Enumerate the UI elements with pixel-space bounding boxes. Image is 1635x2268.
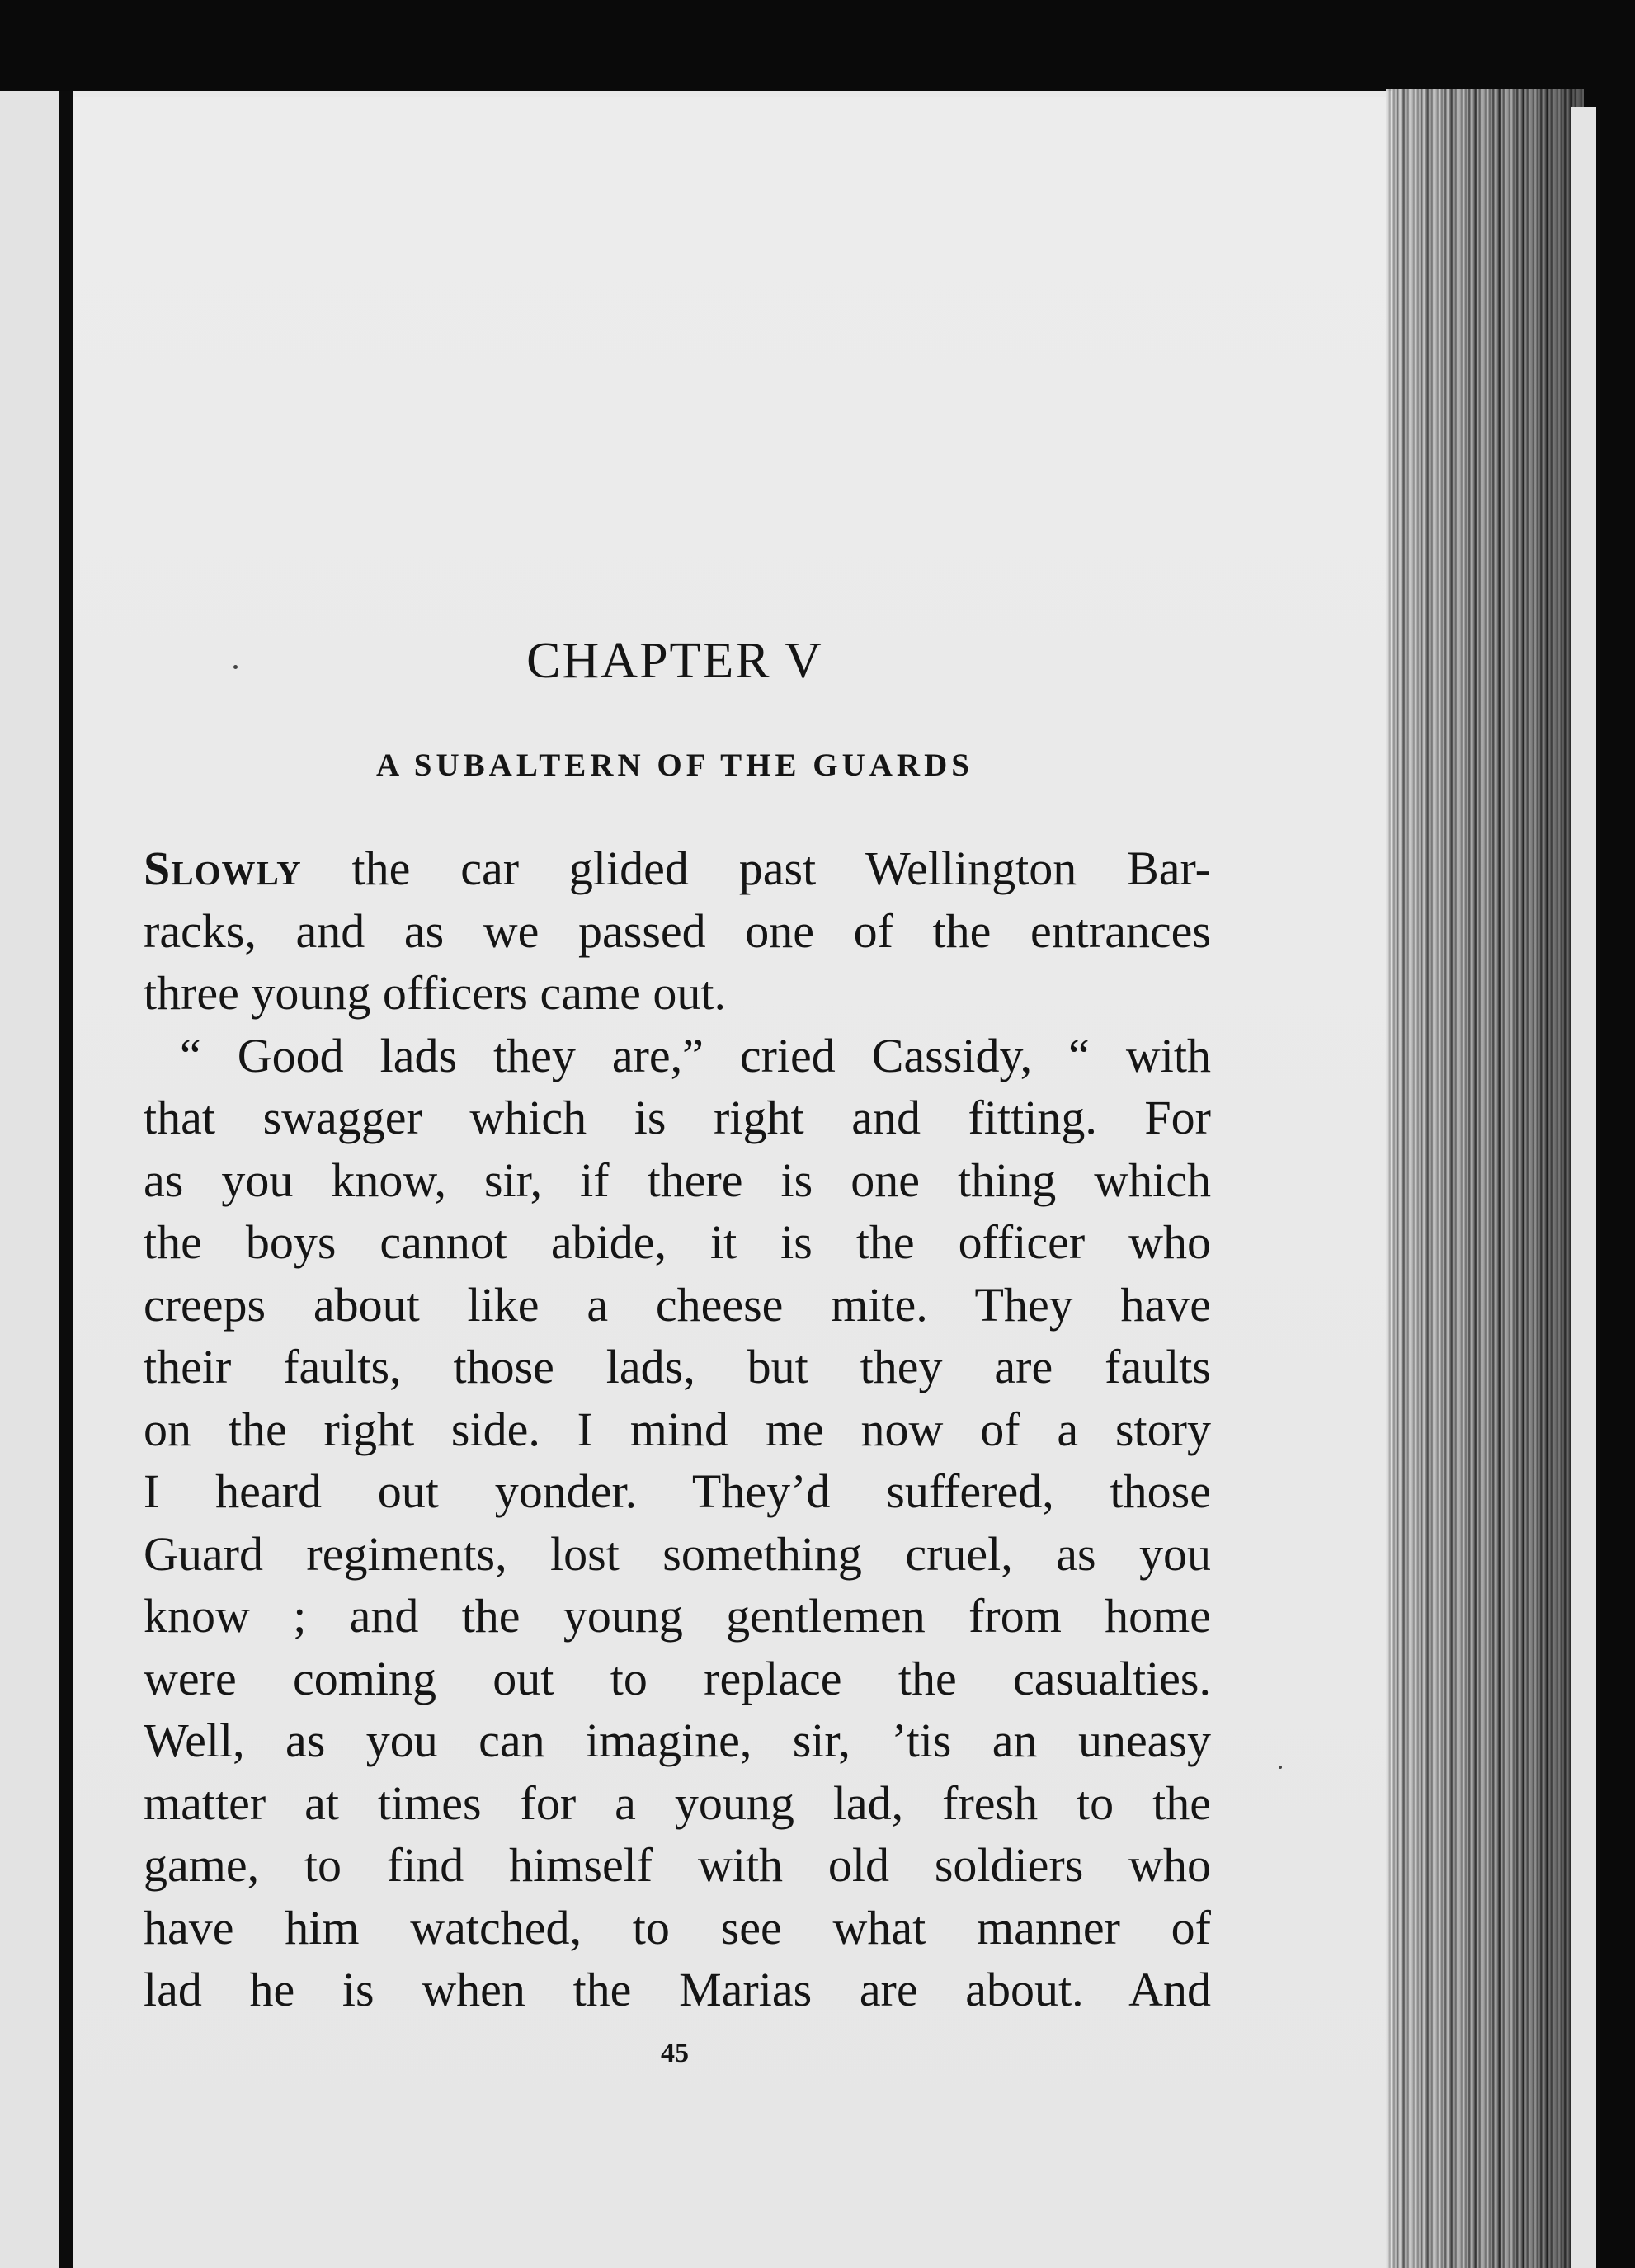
text-line: know ; and the young gentlemen from home xyxy=(144,1589,1211,1643)
text-line xyxy=(144,837,1211,900)
page-edges-shadow xyxy=(1386,89,1584,2268)
text-line: creeps about like a cheese mite. They have xyxy=(144,1277,1211,1332)
text-line: game, to find himself with old soldiers who xyxy=(144,1838,1211,1892)
text-line: racks, and as we passed one of the entrances xyxy=(144,903,1211,958)
text-line: three young officers came out. xyxy=(144,966,726,1020)
lead-word: Slowly xyxy=(144,842,302,895)
text-line: “ Good lads they are,” cried Cassidy, “ with xyxy=(180,1028,1211,1082)
body-text xyxy=(144,837,1211,2021)
paper-speck xyxy=(1279,1766,1282,1769)
text-line: lad he is when the Marias are about. And xyxy=(144,1963,1211,2016)
chapter-title: CHAPTER V xyxy=(526,633,823,689)
text-line: that swagger which is right and fitting. For xyxy=(144,1091,1211,1144)
text-line: the boys cannot abide, it is the officer who xyxy=(144,1215,1211,1269)
text-line: their faults, those lads, but they are faults xyxy=(144,1340,1211,1393)
text-line: have him watched, to see what manner of xyxy=(144,1900,1211,1954)
left-page-edge xyxy=(0,91,59,2268)
text-line: on the right side. I mind me now of a story xyxy=(144,1402,1211,1456)
text-line: were coming out to replace the casualties. xyxy=(144,1651,1211,1705)
chapter-subtitle: A SUBALTERN OF THE GUARDS xyxy=(376,747,973,783)
page-number: 45 xyxy=(661,2038,689,2068)
text-line: Well, as you can imagine, sir, ’tis an uneasy xyxy=(144,1714,1211,1767)
text-line: matter at times for a young lad, fresh to the xyxy=(144,1775,1211,1830)
text-line-content: the car glided past Wellington Bar- xyxy=(301,842,1211,895)
back-cover-edge xyxy=(1571,107,1596,2268)
text-line: Guard regiments, lost something cruel, as you xyxy=(144,1526,1211,1581)
text-line: I heard out yonder. They’d suffered, those xyxy=(144,1464,1211,1518)
book-gutter xyxy=(59,91,73,2268)
text-line: as you know, sir, if there is one thing which xyxy=(144,1153,1211,1207)
